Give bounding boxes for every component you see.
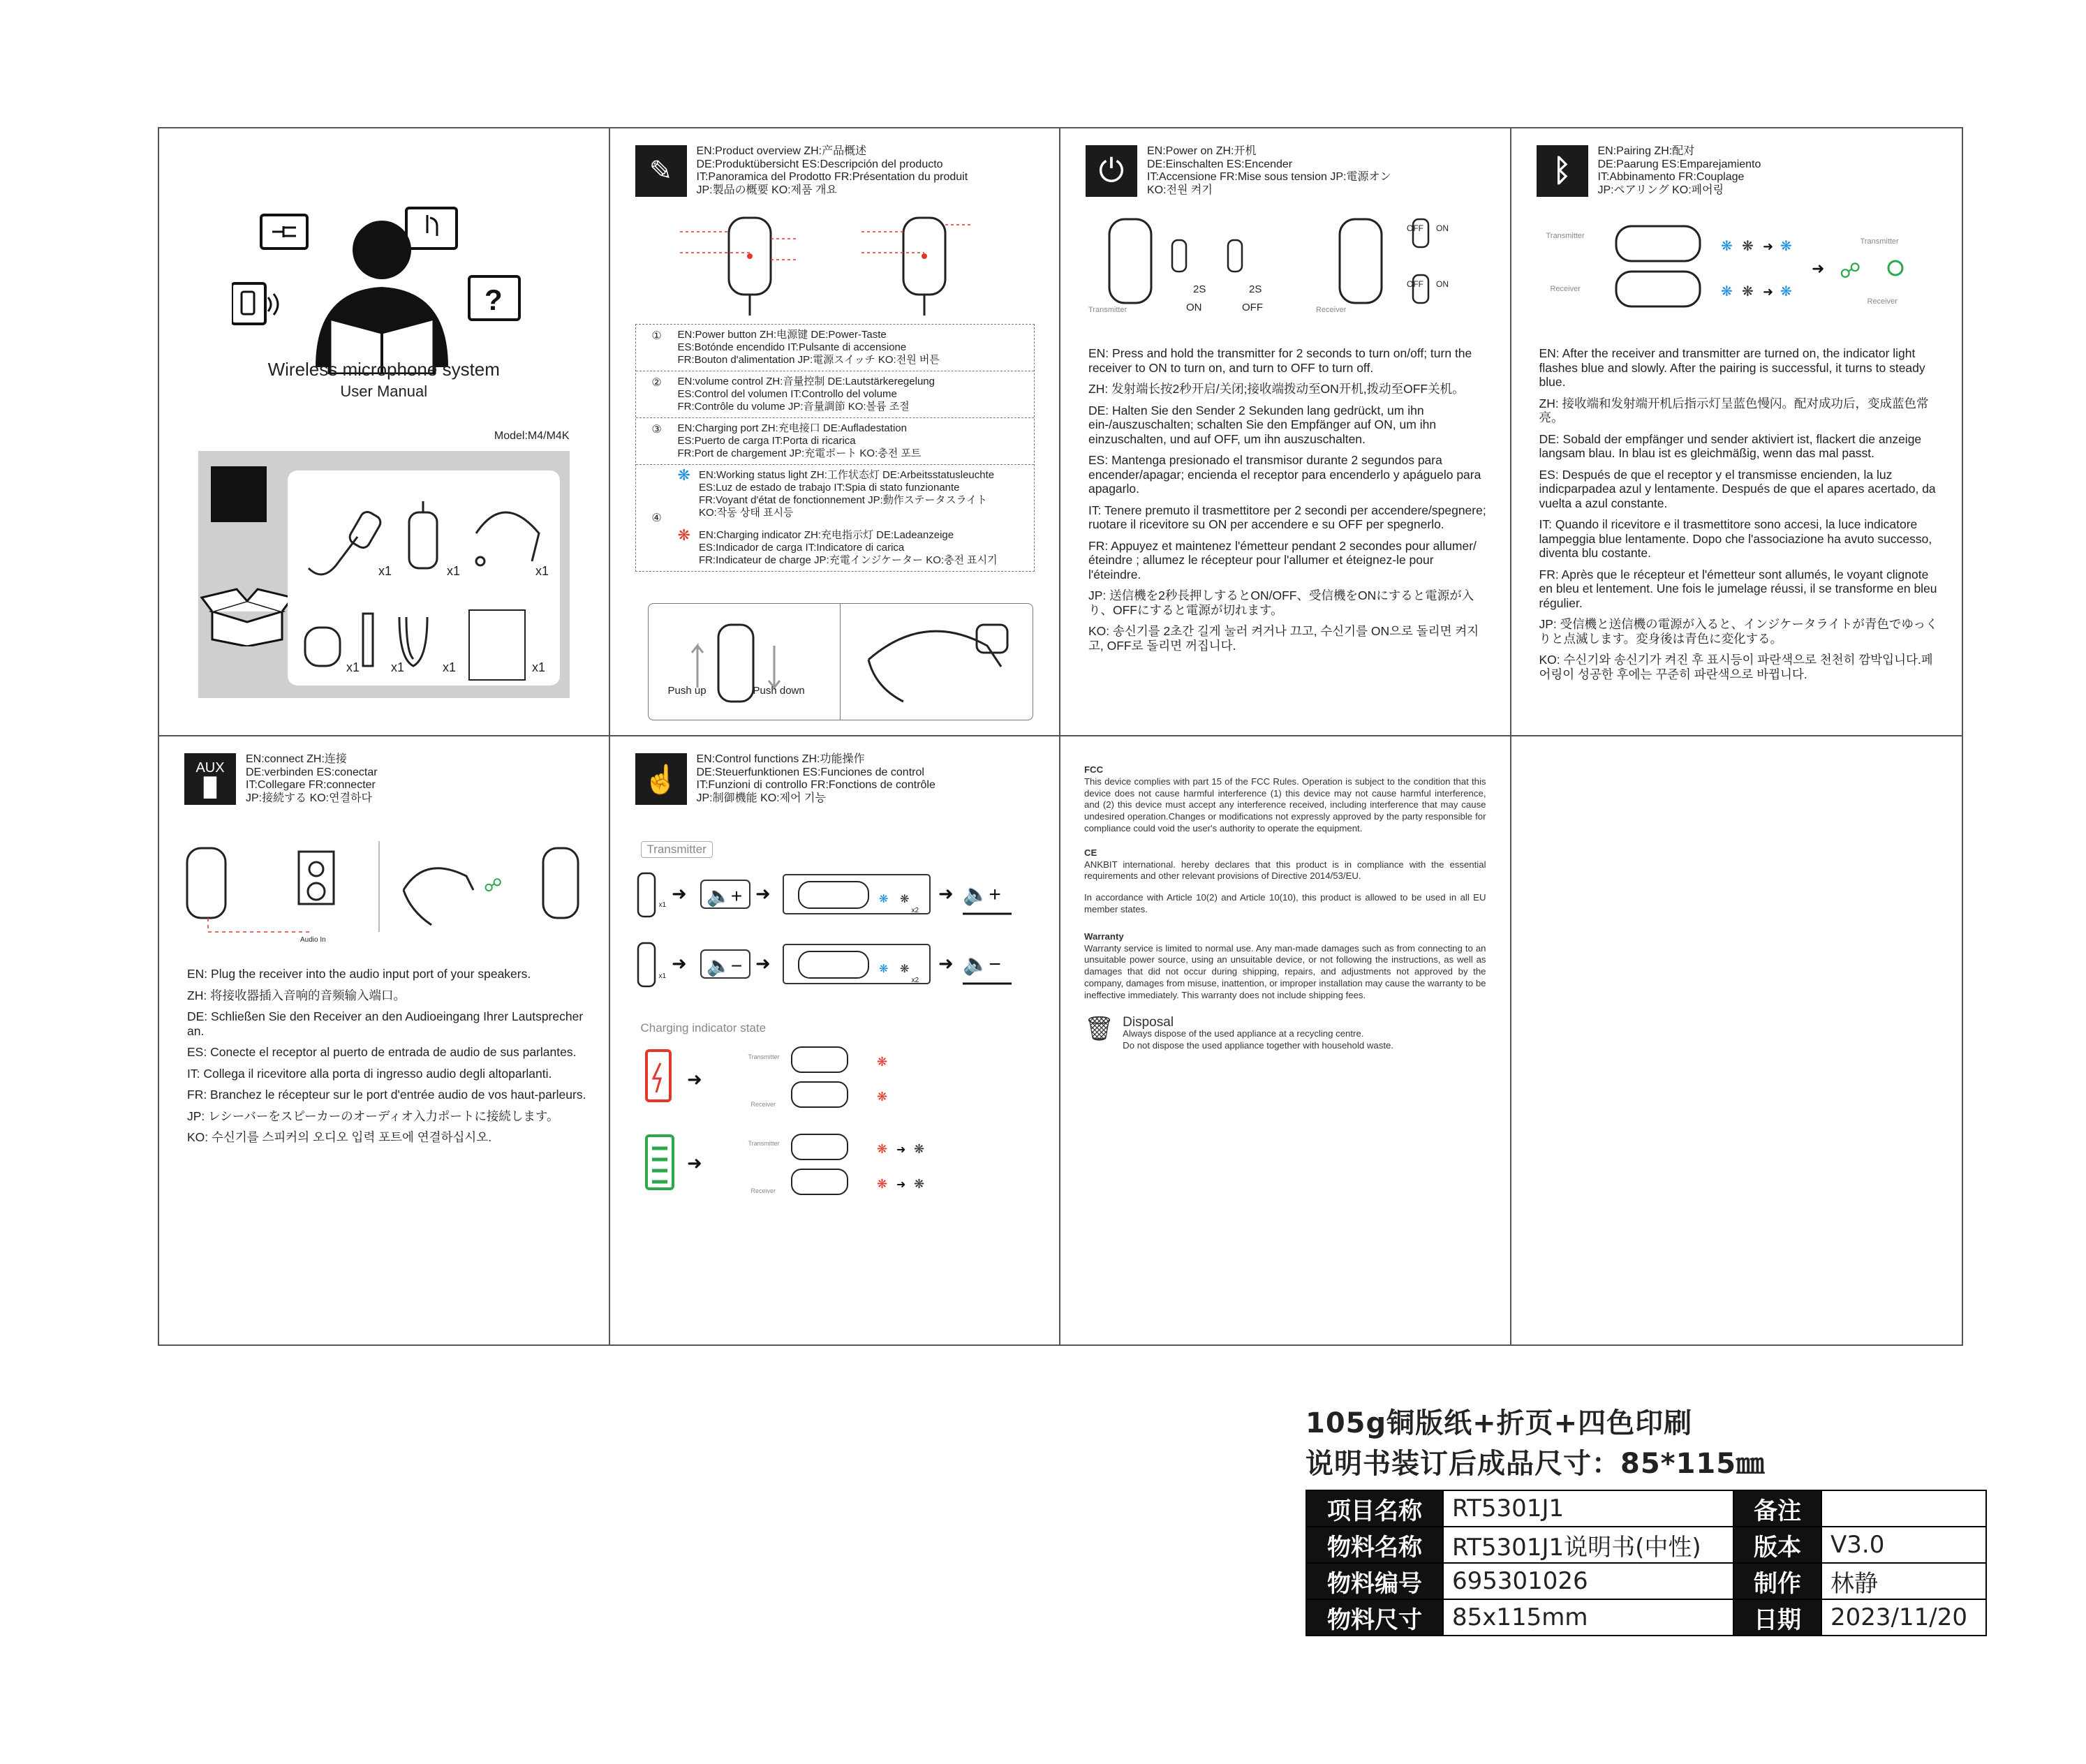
instruction-jp: JP: 受信機と送信機の電源が入ると、インジケータライトが青色でゆっくりと点滅します。変身後は青色に変化する。 <box>1539 617 1938 646</box>
table-cell: 物料名称 <box>1306 1527 1443 1563</box>
row-text: EN:Charging port ZH:充电接口 DE:Aufladestation <box>677 422 907 434</box>
spec-line-1: 105g铜版纸+折页+四色印刷 <box>1305 1407 1693 1439</box>
instruction-en: EN: After the receiver and transmitter are turned on, the indicator light flashes blue and slowly. After the pairing is successful, it turns to steady blue. <box>1539 346 1925 389</box>
header-line: IT:Accensione FR:Mise sous tension JP:電源オン <box>1147 171 1391 183</box>
legend-row <box>636 325 1034 371</box>
svg-text:➜: ➜ <box>686 1069 702 1090</box>
svg-text:➜: ➜ <box>896 1179 905 1191</box>
header-line: EN:Control functions ZH:功能操作 <box>696 753 865 765</box>
disposal-title: Disposal <box>1123 1014 1174 1030</box>
charging-states <box>631 1044 1050 1211</box>
table-cell: 林静 <box>1821 1563 1986 1599</box>
on-label: ON <box>1436 223 1449 233</box>
table-cell: 备注 <box>1733 1490 1821 1527</box>
legend-row <box>636 418 1034 465</box>
header-line: JP:製品の概要 KO:제품 개요 <box>696 184 837 196</box>
spec-line-2: 说明书装订后成品尺寸：85*115㎜ <box>1305 1448 1766 1480</box>
header-line: IT:Funzioni di controllo FR:Fonctions de contrôle <box>696 779 935 791</box>
qty-manual: x1 <box>532 660 546 674</box>
table-cell: 物料编号 <box>1306 1563 1443 1599</box>
warranty-title: Warranty <box>1084 931 1124 942</box>
header-line: DE:Steuerfunktionen ES:Funciones de control <box>696 766 924 778</box>
table-cell: 制作 <box>1733 1563 1821 1599</box>
header-line: JP:ペアリング KO:페어링 <box>1597 184 1724 196</box>
push-up-label: Push up <box>667 685 707 697</box>
instruction-zh: ZH: 接收端和发射端开机后指示灯呈蓝色慢闪。配对成功后，变成蓝色常亮。 <box>1539 396 1929 424</box>
row-text: EN:Power button ZH:电源键 DE:Power-Taste <box>677 329 887 341</box>
row-text: EN:Charging indicator ZH:充电指示灯 DE:Ladeanzeige <box>698 529 954 541</box>
instruction-de: DE: Schließen Sie den Receiver an den Audioeingang Ihrer Lautsprecher an. <box>187 1009 584 1038</box>
svg-text:❋: ❋ <box>899 963 909 975</box>
headset-drawing <box>841 604 1029 716</box>
edit-document-icon: ✎ <box>635 145 687 197</box>
header-line: JP:制御機能 KO:제어 기능 <box>696 792 826 804</box>
table-cell: RT5301J1 <box>1443 1490 1733 1527</box>
header-line: EN:connect ZH:连接 <box>246 753 347 765</box>
off-label: OFF <box>1242 302 1263 313</box>
svg-text:❋: ❋ <box>913 1177 924 1191</box>
svg-text:❋: ❋ <box>876 1055 887 1069</box>
receiver-label: Receiver <box>1316 306 1347 314</box>
instruction-es: ES: Mantenga presionado el transmisor durante 2 segundos para encender/apagar; encienda el receptor para encenderlo y apáguelo para apagarlo. <box>1088 453 1481 496</box>
svg-text:❋: ❋ <box>878 963 888 975</box>
on-label: ON <box>1436 279 1449 289</box>
push-down-label: Push down <box>753 685 805 697</box>
svg-text:❋: ❋ <box>1741 284 1754 299</box>
transmitter-label: Transmitter <box>1088 306 1127 314</box>
qty-foam: x1 <box>346 660 360 674</box>
weee-bin-icon: 🗑 <box>1084 1015 1115 1042</box>
row-text: FR:Port de chargement JP:充電ポート KO:충전 포트 <box>677 447 922 459</box>
audio-in-label: Audio In <box>300 936 326 944</box>
header-line: IT:Panoramica del Prodotto FR:Présentation du produit <box>696 171 968 183</box>
panel-connect <box>159 736 610 1344</box>
volume-steps <box>631 866 1050 1006</box>
panel-control <box>610 736 1061 1344</box>
header-line: EN:Pairing ZH:配对 <box>1597 145 1695 157</box>
svg-text:➜: ➜ <box>1762 285 1773 299</box>
contents-drawing <box>288 470 560 685</box>
receiver-label: Receiver <box>1867 297 1898 306</box>
instruction-it: IT: Collega il ricevitore alla porta di ingresso audio degli altoparlanti. <box>187 1066 552 1081</box>
aux-label: AUX <box>195 760 225 776</box>
model-number: Model:M4/M4K <box>494 430 570 442</box>
charging-state-heading: Charging indicator state <box>640 1021 767 1035</box>
receiver-label: Receiver <box>750 1187 776 1194</box>
row-text: EN:Working status light ZH:工作状态灯 DE:Arbeitsstatusleuchte <box>698 469 995 481</box>
svg-text:🔈+: 🔈+ <box>706 885 742 907</box>
svg-text:➜: ➜ <box>686 1152 702 1173</box>
instruction-zh: ZH: 发射端长按2秒开启/关闭;接收端拨动至ON开机,拨动至OFF关机。 <box>1088 382 1465 396</box>
svg-text:❋: ❋ <box>876 1177 887 1191</box>
row-text: EN:volume control ZH:音量控制 DE:Lautstärkeregelung <box>677 376 935 387</box>
qty-transmitter: x1 <box>378 564 392 578</box>
connect-diagram <box>180 834 599 939</box>
press-count: x2 <box>911 977 919 984</box>
warranty-statement: Warranty service is limited to normal use. Any man-made damages such as from connecting to an unsuitable power source, using an unsuitable device, or not following the instructions, as well as damages that did not occur during shipping, repairs, and adjustments not approved by the company, damages from misuse, inattention, or improper installation may cause the warranty to be ineffective immediately. This warranty does not include shipping fees. <box>1084 942 1486 1000</box>
off-label: OFF <box>1407 223 1423 233</box>
transmitter-label: Transmitter <box>1860 237 1899 246</box>
bluetooth-icon: ᛒ <box>1537 145 1588 197</box>
transmitter-label: Transmitter <box>1546 232 1585 240</box>
contents-bubble <box>288 470 560 685</box>
svg-text:❋: ❋ <box>878 894 888 905</box>
svg-text:➜: ➜ <box>1811 260 1824 277</box>
on-label: ON <box>1186 302 1202 313</box>
transmitter-label: Transmitter <box>748 1140 780 1147</box>
row-text: FR:Contrôle du volume JP:音量調節 KO:볼륨 조절 <box>677 401 910 413</box>
svg-text:➜: ➜ <box>755 883 771 904</box>
legend-row <box>636 371 1034 418</box>
qty-adapter: x1 <box>391 660 405 674</box>
svg-text:➜: ➜ <box>755 953 771 974</box>
table-cell: 2023/11/20 <box>1821 1599 1986 1636</box>
row-number: ③ <box>651 424 662 436</box>
connect-instructions <box>187 967 588 1152</box>
two-seconds-label: 2S <box>1249 283 1262 295</box>
table-cell: 项目名称 <box>1306 1490 1443 1527</box>
svg-text:☍: ☍ <box>484 875 503 896</box>
spec-table <box>1305 1490 1987 1636</box>
product-title: Wireless microphone system <box>267 359 500 380</box>
two-seconds-label: 2S <box>1193 283 1206 295</box>
fcc-statement: This device complies with part 15 of the FCC Rules. Operation is subject to the condition that this device does not cause harmful interference (1) this device may not cause harmful interference, and (2) this device must accept any interference received, including interference that may cause undesired operation.Changes or modifications not expressly approved by the party responsible for compliance could void the user's authority to operate the equipment. <box>1084 776 1486 833</box>
svg-text:❋: ❋ <box>1720 239 1733 254</box>
row-text: KO:작동 상태 표시등 <box>698 507 794 519</box>
header-line: DE:Einschalten ES:Encender <box>1147 158 1293 170</box>
svg-text:🔈−: 🔈− <box>706 955 742 977</box>
instruction-it: IT: Quando il ricevitore e il trasmettitore sono accesi, la luce indicatore lampeggia blue lentamente. Dopo che l'associazione ha avuto successo, diventa blu costante. <box>1539 517 1932 560</box>
header-line: KO:전원 켜기 <box>1147 184 1213 196</box>
header-line: EN:Product overview ZH:产品概述 <box>696 145 867 157</box>
panel-cover <box>159 128 610 736</box>
row-number: ④ <box>651 512 662 524</box>
usage-illustration <box>648 603 1033 720</box>
instruction-ko: KO: 수신기와 송신기가 켜진 후 표시등이 파란색으로 천천히 깜박입니다.페어링이 성공한 후에는 꾸준히 파란색으로 바뀝니다. <box>1539 653 1933 681</box>
panel-back <box>1511 736 1962 1344</box>
svg-text:➜: ➜ <box>938 883 954 904</box>
table-cell: 85x115mm <box>1443 1599 1733 1636</box>
header-line: DE:Paarung ES:Emparejamiento <box>1597 158 1761 170</box>
svg-text:☍: ☍ <box>1839 260 1861 283</box>
legend-row <box>636 465 1034 571</box>
legend-table <box>635 324 1035 572</box>
row-number: ② <box>651 377 662 389</box>
qty-headset: x1 <box>535 564 549 578</box>
qty-cable: x1 <box>443 660 457 674</box>
press-count: x2 <box>911 907 919 914</box>
svg-text:➜: ➜ <box>671 883 687 904</box>
box-contents <box>198 451 570 698</box>
row-text: ES:Botónde encendido IT:Pulsante di accensione <box>677 341 907 353</box>
svg-text:❋: ❋ <box>876 1090 887 1104</box>
panel-pairing <box>1511 128 1962 736</box>
row-text: ES:Indicador de carga IT:Indicatore di carica <box>698 542 905 554</box>
row-text: ES:Luz de estado de trabajo IT:Spia di stato funzionante <box>698 482 960 494</box>
press-count: x1 <box>658 901 667 909</box>
table-cell: 物料尺寸 <box>1306 1599 1443 1636</box>
row-text: FR:Indicateur de charge JP:充電インジケーター KO:충전 표시기 <box>698 554 998 566</box>
ce-title: CE <box>1084 847 1097 858</box>
header-line: EN:Power on ZH:开机 <box>1147 145 1257 157</box>
ce-statement-2: In accordance with Article 10(2) and Article 10(10), this product is allowed to be used in all EU member states. <box>1084 892 1486 914</box>
table-cell: V3.0 <box>1821 1527 1986 1563</box>
svg-text:🔈+: 🔈+ <box>962 883 1001 906</box>
manual-subtitle: User Manual <box>340 383 428 400</box>
receiver-label: Receiver <box>750 1101 776 1108</box>
qty-receiver: x1 <box>447 564 461 578</box>
instruction-en: EN: Plug the receiver into the audio input port of your speakers. <box>187 967 531 981</box>
table-cell: 695301026 <box>1443 1563 1733 1599</box>
table-cell: RT5301J1说明书(中性) <box>1443 1527 1733 1563</box>
open-box-icon <box>198 584 296 646</box>
panel-legal <box>1060 736 1511 1344</box>
instruction-de: DE: Halten Sie den Sender 2 Sekunden lang gedrückt, um ihn ein-/auszuschalten; schalten Sie den Empfänger auf ON, um ihn einzuschalten, und auf OFF, um ihn auszuschalten. <box>1088 403 1437 446</box>
status-light-icon: ❋ <box>677 466 690 484</box>
svg-text:❋: ❋ <box>913 1142 924 1156</box>
table-row <box>1306 1527 1986 1563</box>
instruction-de: DE: Sobald der empfänger und sender aktiviert ist, flackert die anzeige langsam blau. In blau ist es gleichmäßig, wenn das mal passt. <box>1539 431 1922 460</box>
header-line: JP:接続する KO:연결하다 <box>246 792 372 804</box>
instruction-ko: KO: 송신기를 2초간 길게 눌러 켜거나 끄고, 수신기를 ON으로 돌리면 켜지고, OFF로 돌리면 꺼집니다. <box>1088 624 1479 653</box>
instruction-es: ES: Después de que el receptor y el transmisse encienden, la luz indicparpadea azul y lentamente. Después de que el apares acertado, da vuelta a azul constante. <box>1539 467 1936 510</box>
table-row <box>1306 1563 1986 1599</box>
manual-sheet <box>158 127 1963 1346</box>
svg-text:➜: ➜ <box>896 1144 905 1156</box>
off-label: OFF <box>1407 279 1423 289</box>
instruction-it: IT: Tenere premuto il trasmettitore per 2 secondi per accendere/spegnere; ruotare il ricevitore su ON per accendere e su OFF per spegnerlo. <box>1088 503 1486 531</box>
transmitter-tag: Transmitter <box>641 841 713 858</box>
fcc-title: FCC <box>1084 764 1104 775</box>
table-cell: 日期 <box>1733 1599 1821 1636</box>
instruction-fr: FR: Après que le récepteur et l'émetteur sont allumés, le voyant clignote en bleu et lentement. Une fois le jumelage réussi, il se transforme en bleu régulier. <box>1539 567 1937 610</box>
panel-overview <box>610 128 1061 736</box>
svg-text:❋: ❋ <box>1780 284 1792 299</box>
instruction-jp: JP: 送信機を2秒長押しするとON/OFF、受信機をONにすると電源が入り、OFFにすると電源が切れます。 <box>1088 588 1474 617</box>
header-line: DE:Produktübersicht ES:Descripción del producto <box>696 158 943 170</box>
row-text: FR:Voyant d'état de fonctionnement JP:動作ステータスライト <box>698 494 988 506</box>
instruction-zh: ZH: 将接收器插入音响的音频输入端口。 <box>187 988 406 1002</box>
svg-text:🔈−: 🔈− <box>962 953 1001 976</box>
table-row <box>1306 1490 1986 1527</box>
instruction-fr: FR: Appuyez et maintenez l'émetteur pendant 2 secondes pour allumer/éteindre ; allumez le récepteur pour l'allumer et éteignez-le pour l'éteindre. <box>1088 538 1477 581</box>
disposal-line: Always dispose of the used appliance at a recycling centre. <box>1123 1028 1364 1039</box>
press-count: x1 <box>658 972 667 980</box>
svg-text:❋: ❋ <box>1780 239 1792 254</box>
power-icon: ⏻ <box>1086 145 1137 197</box>
legal-text <box>1084 764 1486 1052</box>
device-diagram <box>652 204 1043 329</box>
svg-text:❋: ❋ <box>899 894 909 905</box>
svg-text:❋: ❋ <box>1741 239 1754 254</box>
row-text: ES:Puerto de carga IT:Porta di ricarica <box>677 435 856 447</box>
header-line: IT:Collegare FR:connecter <box>246 779 376 791</box>
transmitter-label: Transmitter <box>748 1053 780 1060</box>
print-spec <box>1305 1403 1987 1636</box>
svg-text:➜: ➜ <box>938 953 954 974</box>
power-instructions <box>1088 346 1489 660</box>
reader-illustration <box>232 165 525 374</box>
svg-text:?: ? <box>484 283 503 316</box>
instruction-es: ES: Conecte el receptor al puerto de entrada de audio de sus parlantes. <box>187 1045 577 1059</box>
aux-icon: AUX █ <box>184 753 236 805</box>
panel-power <box>1060 128 1511 736</box>
header-line: IT:Abbinamento FR:Couplage <box>1597 171 1745 183</box>
row-number: ① <box>651 330 662 342</box>
push-buttons-drawing <box>649 604 830 716</box>
instruction-ko: KO: 수신기를 스피커의 오디오 입력 포트에 연결하십시오. <box>187 1130 492 1144</box>
instruction-jp: JP: レシーバーをスピーカーのオーディオ入力ポートに接続します。 <box>187 1109 559 1123</box>
svg-text:❋: ❋ <box>1720 284 1733 299</box>
svg-text:➜: ➜ <box>671 953 687 974</box>
table-row <box>1306 1599 1986 1636</box>
disposal-line: Do not dispose the used appliance together with household waste. <box>1123 1040 1393 1051</box>
receiver-label: Receiver <box>1550 285 1581 293</box>
row-text: FR:Bouton d'alimentation JP:電源スイッチ KO:전원 버튼 <box>677 354 940 366</box>
pairing-instructions <box>1539 346 1941 688</box>
instruction-fr: FR: Branchez le récepteur sur le port d'entrée audio de vos haut-parleurs. <box>187 1088 586 1102</box>
row-text: ES:Control del volumen IT:Controllo del volume <box>677 388 897 400</box>
table-cell <box>1821 1490 1986 1527</box>
unboxing-icon <box>211 466 267 522</box>
charging-light-icon: ❋ <box>677 526 690 544</box>
ce-statement: ANKBIT international. hereby declares that this product is in compliance with the essential requirements and other relevant provisions of Directive 2014/53/EU. <box>1084 859 1486 882</box>
table-cell: 版本 <box>1733 1527 1821 1563</box>
svg-text:➜: ➜ <box>1762 239 1773 253</box>
instruction-en: EN: Press and hold the transmitter for 2 seconds to turn on/off; turn the receiver to ON to turn on, and turn to OFF to turn off. <box>1088 346 1472 375</box>
header-line: DE:verbinden ES:conectar <box>246 766 378 778</box>
touch-control-icon: ☝ <box>635 753 687 805</box>
svg-text:❋: ❋ <box>876 1142 887 1156</box>
